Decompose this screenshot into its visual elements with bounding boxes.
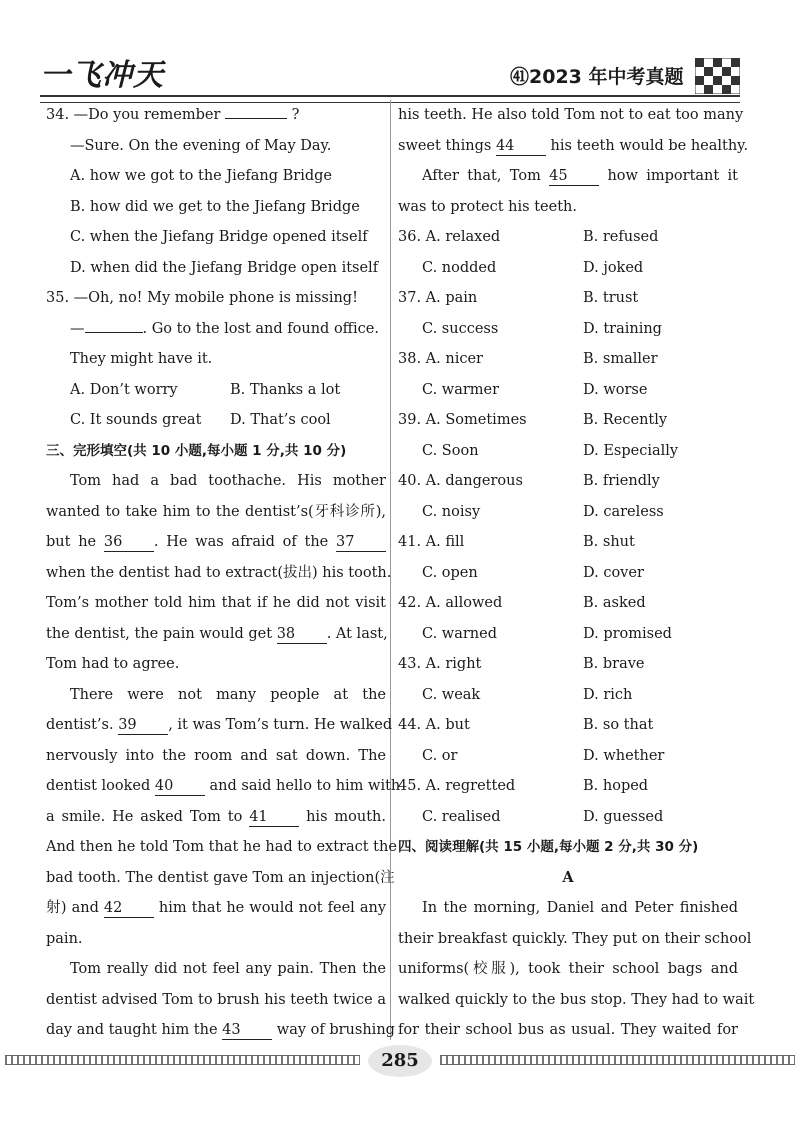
answer-option: D. whether xyxy=(583,747,665,764)
answer-row xyxy=(398,283,738,314)
q35-reply: — . Go to the lost and found office. xyxy=(70,320,379,337)
p1-line1: Tom had a bad toothache. His mother xyxy=(70,473,386,489)
answer-row xyxy=(398,344,738,375)
answer-option: B. friendly xyxy=(583,473,660,489)
p2-line3: nervously into the room and sat down. The xyxy=(46,747,386,764)
r-cont-line3: After that, Tom 45 how important it xyxy=(422,168,738,184)
answer-option: D. careless xyxy=(583,503,664,520)
p1-line6: the dentist, the pain would get 38 . At last, xyxy=(46,625,388,642)
p2-line2: dentist’s. 39 , it was Tom’s turn. He walked xyxy=(46,717,393,733)
answer-option: D. worse xyxy=(583,381,648,398)
answer-option: C. success xyxy=(422,320,499,337)
page-header xyxy=(40,50,740,100)
answer-option: C. open xyxy=(422,564,478,581)
answer-row xyxy=(398,771,738,802)
q35-reply2: They might have it. xyxy=(70,351,213,367)
r-cont-line2: sweet things 44 his teeth would be healthy. xyxy=(398,137,749,154)
passage-label: A xyxy=(562,868,574,886)
answer-option: 43. A. right xyxy=(398,656,482,672)
p1-line4: when the dentist had to extract(拔出) his tooth. xyxy=(46,564,392,581)
answer-row xyxy=(398,558,738,589)
answer-option: C. noisy xyxy=(422,503,481,520)
reading-line4: walked quickly to the bus stop. They had to wait xyxy=(398,991,755,1008)
answer-row xyxy=(398,802,738,833)
answer-row xyxy=(398,314,738,345)
q34-option-c: C. when the Jiefang Bridge opened itself xyxy=(70,229,368,245)
reading-line1: In the morning, Daniel and Peter finished xyxy=(422,900,738,916)
q34-option-b: B. how did we get to the Jiefang Bridge xyxy=(70,198,360,215)
answer-option: B. Recently xyxy=(583,412,668,428)
answer-option: D. joked xyxy=(583,259,644,276)
answer-row xyxy=(398,375,738,406)
answer-option: D. promised xyxy=(583,625,672,642)
q34-reply: —Sure. On the evening of May Day. xyxy=(70,137,332,154)
p1-line5: Tom’s mother told him that if he did not visit xyxy=(46,595,386,611)
checkered-flag-icon xyxy=(695,58,740,94)
answer-option: 42. A. allowed xyxy=(398,595,503,611)
answer-option: C. or xyxy=(422,747,458,764)
answer-option: B. so that xyxy=(583,717,654,733)
series-title: ㊶2023 年中考真题 xyxy=(510,66,684,88)
q35-stem: 35. —Oh, no! My mobile phone is missing! xyxy=(46,290,358,306)
answer-option: 44. A. but xyxy=(398,717,470,733)
answer-row xyxy=(398,222,738,253)
answer-option: 36. A. relaxed xyxy=(398,229,501,245)
q34-option-d: D. when did the Jiefang Bridge open itself xyxy=(70,259,379,276)
answer-option: 39. A. Sometimes xyxy=(398,412,527,428)
answer-option: C. warned xyxy=(422,625,497,642)
answer-option: 38. A. nicer xyxy=(398,351,483,367)
answer-option: B. asked xyxy=(583,595,646,611)
answer-option: C. realised xyxy=(422,808,501,825)
reading-line3: uniforms(校服), took their school bags and xyxy=(398,961,738,977)
answer-row xyxy=(398,649,738,680)
q35-options-row2: C. It sounds great D. That’s cool xyxy=(70,412,331,428)
answer-option: C. Soon xyxy=(422,442,479,459)
p1-line7: Tom had to agree. xyxy=(46,656,180,672)
answer-option: 41. A. fill xyxy=(398,534,465,550)
p3-line3: day and taught him the 43 way of brushing xyxy=(46,1022,395,1038)
answer-row xyxy=(398,680,738,711)
answer-option: B. trust xyxy=(583,290,639,306)
answer-row xyxy=(398,527,738,558)
answer-option: D. cover xyxy=(583,564,644,581)
answer-option: 37. A. pain xyxy=(398,290,478,306)
answer-option: D. Especially xyxy=(583,442,679,459)
q35-options-row1: A. Don’t worry B. Thanks a lot xyxy=(70,381,341,398)
footer-border-left xyxy=(5,1055,360,1065)
answer-row xyxy=(398,253,738,284)
answer-option: B. refused xyxy=(583,229,659,245)
p1-line3: but he 36 . He was afraid of the 37 xyxy=(46,527,386,558)
p2-line9: pain. xyxy=(46,930,83,947)
answer-row xyxy=(398,497,738,528)
answer-option: B. hoped xyxy=(583,778,649,794)
right-column xyxy=(398,100,755,1046)
reading-line2: their breakfast quickly. They put on their school xyxy=(398,930,752,947)
answer-option: B. smaller xyxy=(583,351,658,367)
answer-row xyxy=(398,466,738,497)
p2-line7: bad tooth. The dentist gave Tom an injection(注 xyxy=(46,869,395,886)
answer-option: C. nodded xyxy=(422,259,497,276)
r-cont-line4: was to protect his teeth. xyxy=(398,198,577,215)
answer-option: D. rich xyxy=(583,686,633,703)
answer-option: D. guessed xyxy=(583,808,664,825)
answer-row xyxy=(398,405,738,436)
section-4-heading: 四、阅读理解(共 15 小题,每小题 2 分,共 30 分) xyxy=(398,839,699,855)
r-cont-line1: his teeth. He also told Tom not to eat too many xyxy=(398,107,744,123)
answer-option: D. training xyxy=(583,320,662,337)
answer-options-list xyxy=(398,222,738,832)
p2-line6: And then he told Tom that he had to extract the xyxy=(46,839,397,855)
p2-line5: a smile. He asked Tom to 41 his mouth. xyxy=(46,808,386,825)
answer-option: B. shut xyxy=(583,534,635,550)
reading-line5: for their school bus as usual. They waited for xyxy=(398,1022,738,1038)
answer-option: 40. A. dangerous xyxy=(398,473,523,489)
p2-line8: 射) and 42 him that he would not feel any xyxy=(46,900,387,916)
answer-row xyxy=(398,619,738,650)
answer-row xyxy=(398,436,738,467)
answer-row xyxy=(398,588,738,619)
answer-option: C. weak xyxy=(422,686,481,703)
page-number: 285 xyxy=(368,1045,432,1077)
q34-stem: 34. —Do you remember ? xyxy=(46,107,300,123)
p1-line2: wanted to take him to the dentist’s(牙科诊所), xyxy=(46,503,386,520)
answer-row xyxy=(398,741,738,772)
p3-line2: dentist advised Tom to brush his teeth twice a xyxy=(46,991,386,1008)
q34-option-a: A. how we got to the Jiefang Bridge xyxy=(70,168,332,184)
left-column xyxy=(46,100,401,1046)
footer-border-right xyxy=(440,1055,795,1065)
p2-line4: dentist looked 40 and said hello to him with xyxy=(46,778,401,794)
answer-option: C. warmer xyxy=(422,381,500,398)
page-footer xyxy=(0,1045,800,1085)
answer-option: 45. A. regretted xyxy=(398,778,516,794)
book-logo: 一飞冲天 xyxy=(40,58,164,93)
answer-row xyxy=(398,710,738,741)
p3-line1: Tom really did not feel any pain. Then the xyxy=(70,961,386,977)
p2-line1: There were not many people at the xyxy=(70,686,386,703)
answer-option: B. brave xyxy=(583,656,645,672)
section-3-heading: 三、完形填空(共 10 小题,每小题 1 分,共 10 分) xyxy=(46,442,347,459)
